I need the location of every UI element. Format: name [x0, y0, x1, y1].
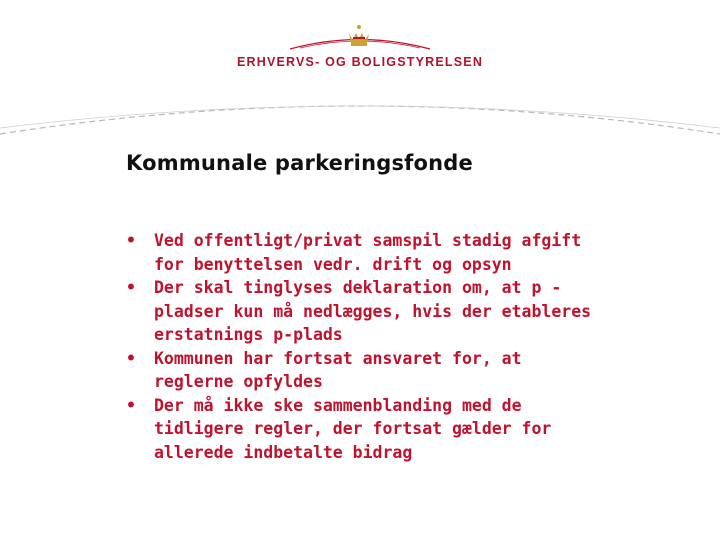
bullet-item	[126, 229, 606, 276]
bullet-dot-icon: •	[126, 278, 136, 297]
bullet-dot-icon: •	[126, 348, 136, 368]
bullet-text: Der skal tinglyses deklaration om, at p -pladser kun må nedlægges, hvis der etableres erstatnings p-plads	[154, 278, 592, 344]
bullet-list	[126, 229, 606, 464]
bullet-item	[126, 276, 606, 347]
slide-header	[0, 0, 720, 140]
bullet-text: Kommunen har fortsat ansvaret for, at reglerne opfyldes	[154, 348, 522, 391]
bullet-item	[126, 347, 606, 394]
bullet-text: Ved offentligt/privat samspil stadig afgift for benyttelsen vedr. drift og opsyn	[154, 231, 582, 274]
slide-title: Kommunale parkeringsfonde	[126, 151, 473, 175]
crown-icon	[346, 24, 372, 48]
header-swoosh	[0, 0, 720, 140]
bullet-text: Der må ikke ske sammenblanding med de tidligere regler, der fortsat gælder for allerede indbetalte bidrag	[154, 395, 552, 462]
agency-name: ERHVERVS- OG BOLIGSTYRELSEN	[236, 55, 484, 69]
bullet-item	[126, 394, 606, 465]
bullet-dot-icon: •	[126, 231, 136, 250]
bullet-dot-icon: •	[126, 395, 136, 415]
